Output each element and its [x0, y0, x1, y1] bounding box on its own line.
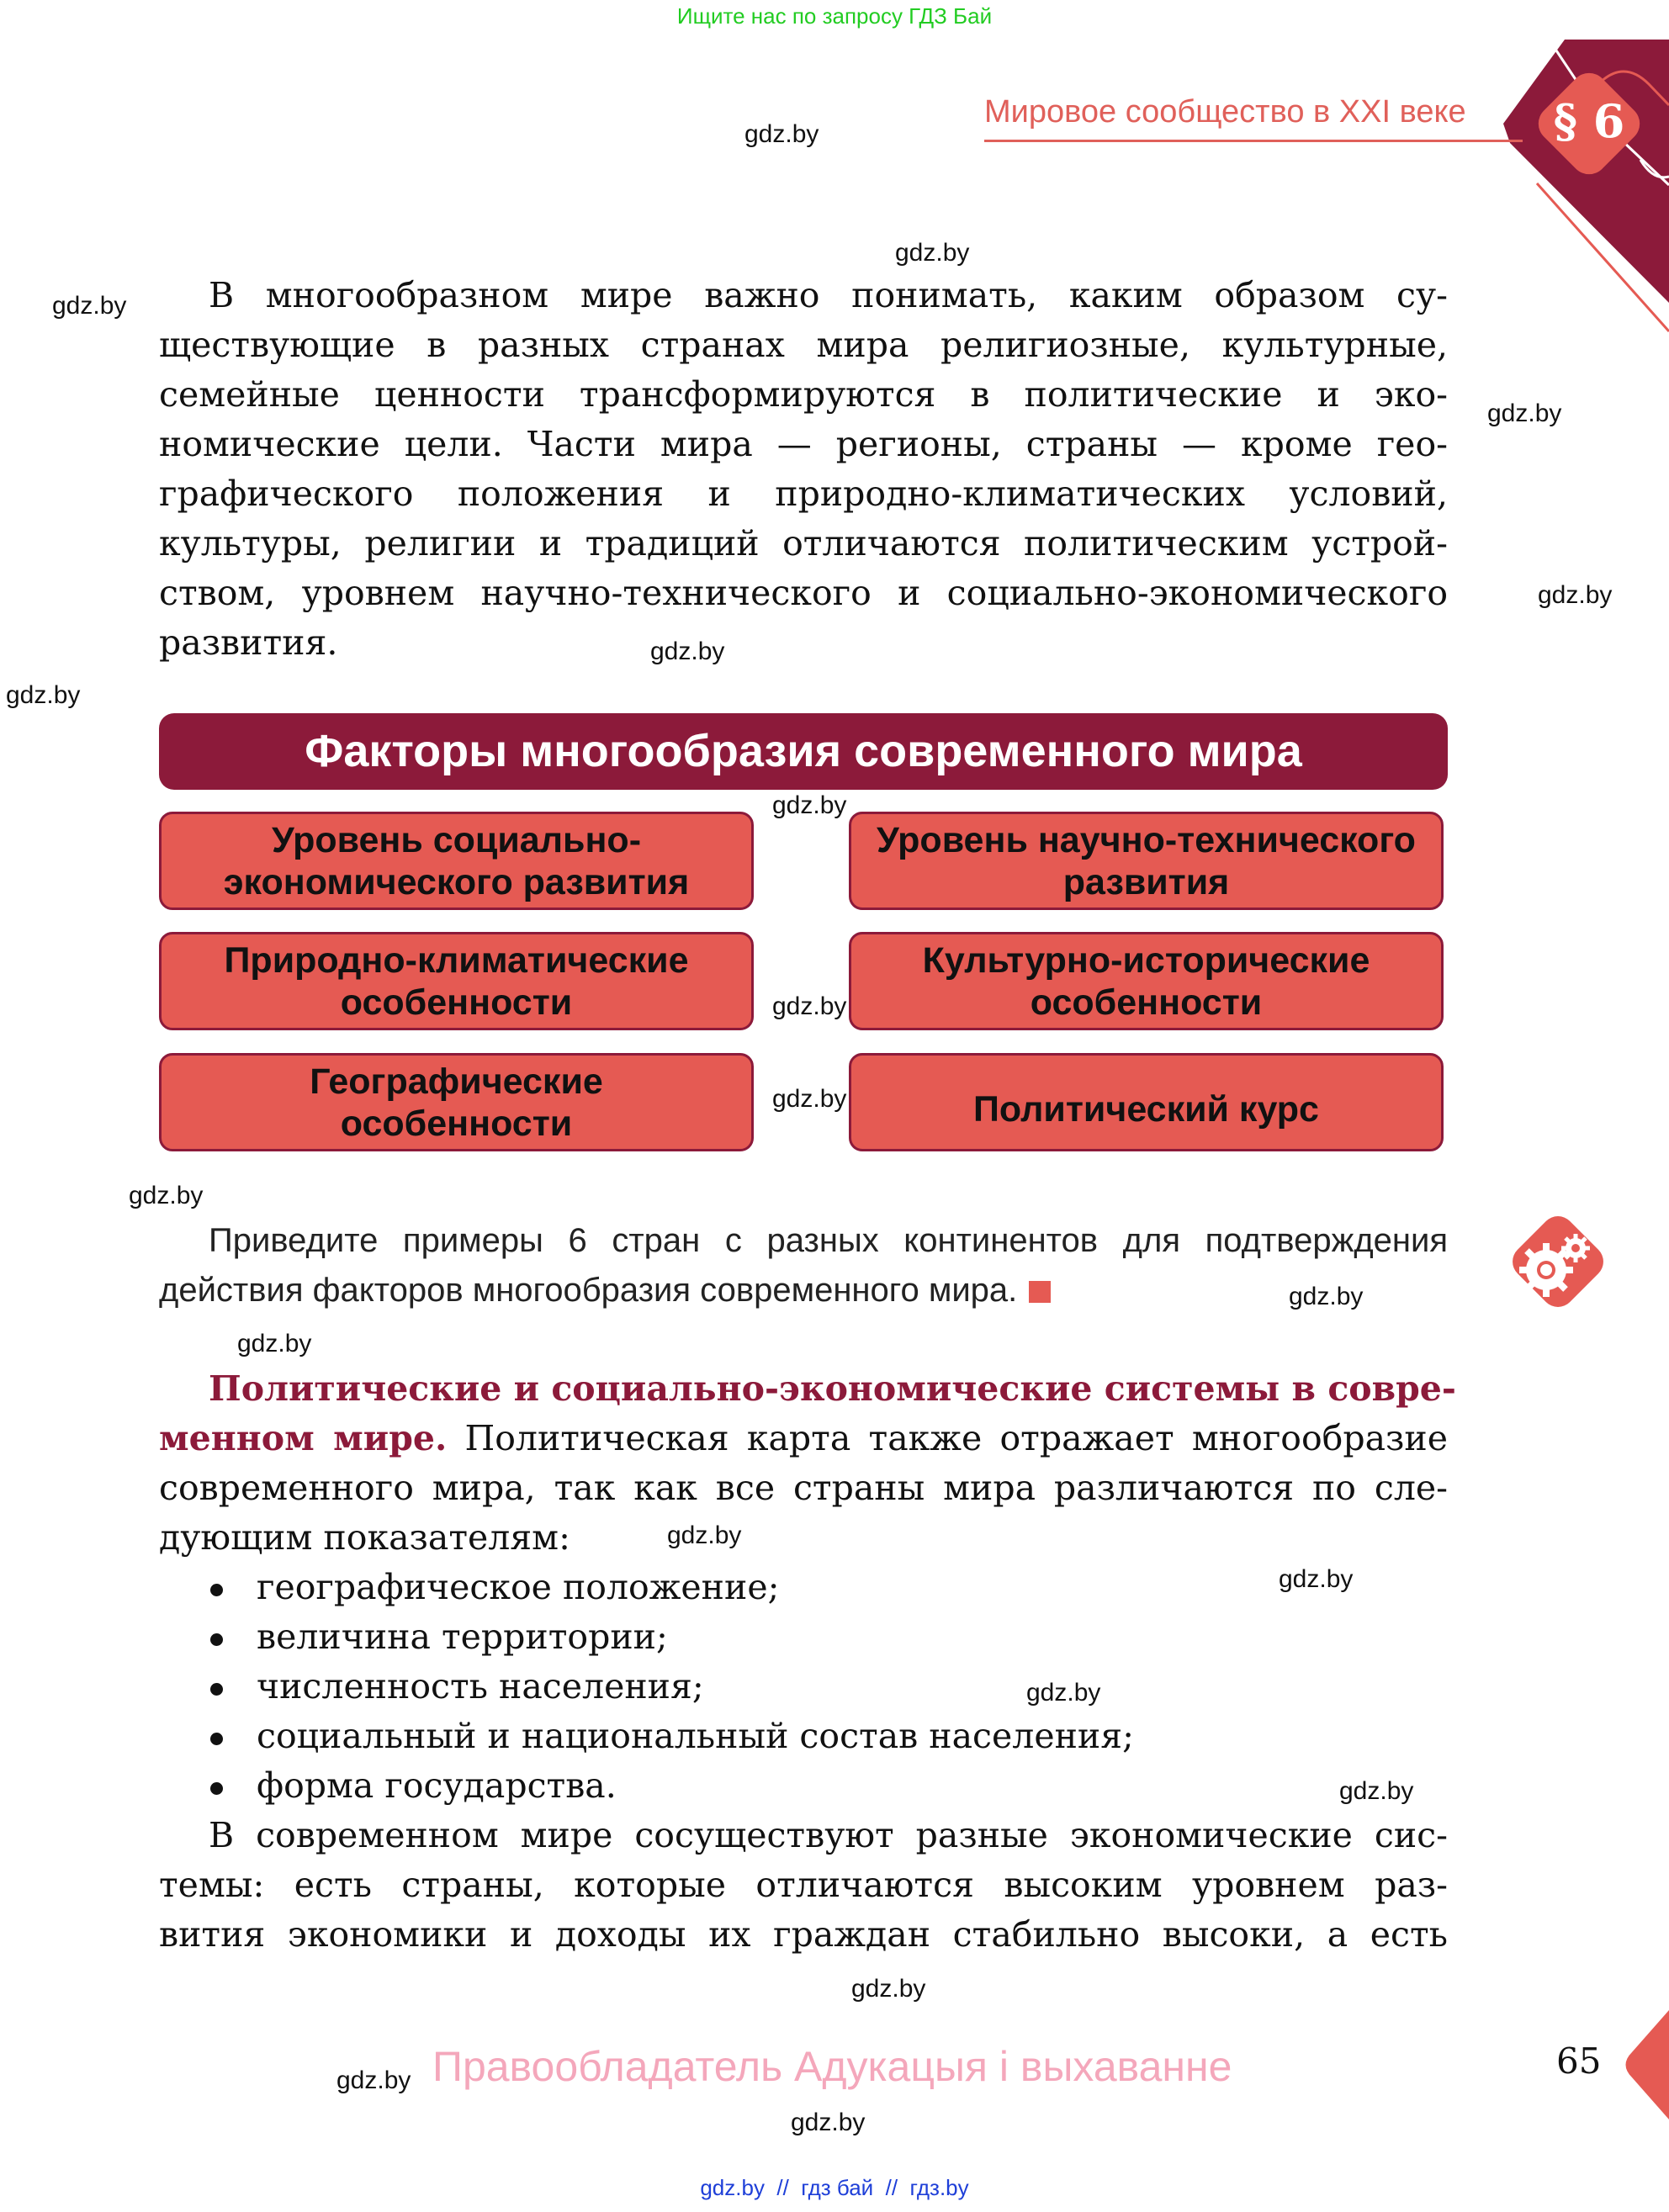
bullet-icon [210, 1733, 223, 1745]
search-hint-link[interactable]: Ищите нас по запросу ГДЗ Бай [676, 3, 993, 29]
text-line: графического положения и природно-климатических условий, [159, 474, 1448, 514]
watermark: gdz.by [1538, 581, 1613, 609]
bullet-icon [210, 1584, 223, 1596]
section-heading: Политические и социально-экономические системы в совре- [209, 1368, 1456, 1409]
list-item [210, 1761, 617, 1811]
chapter-title: Мировое сообщество в XXI веке [984, 94, 1466, 130]
list-item [210, 1563, 779, 1612]
task-text [159, 1216, 1448, 1315]
factor-box: Политический курс [849, 1053, 1444, 1151]
factors-title: Факторы многообразия современного мира [159, 713, 1448, 790]
watermark: gdz.by [237, 1330, 312, 1357]
text-line [159, 1266, 1051, 1315]
text-line [159, 1414, 1448, 1463]
watermark: gdz.by [52, 292, 127, 320]
watermark: gdz.by [129, 1182, 204, 1209]
factor-box: Географические особенности [159, 1053, 754, 1151]
section-badge-decoration [1430, 0, 1669, 353]
section-number: § 6 [1553, 94, 1625, 148]
text-line: развития. [159, 622, 338, 663]
watermark: gdz.by [1339, 1777, 1414, 1805]
list-item-text: форма государства. [257, 1765, 617, 1806]
watermark: gdz.by [772, 791, 847, 819]
list-item-text: численность населения; [257, 1666, 704, 1707]
section-heading: менном мире. [159, 1418, 448, 1458]
watermark: gdz.by [895, 239, 970, 267]
bullet-icon [210, 1683, 223, 1696]
text-line: семейные ценности трансформируются в политические и эко- [159, 374, 1448, 415]
text-line: ществующие в разных странах мира религиозные, культурные, [159, 325, 1448, 365]
watermark: gdz.by [791, 2109, 866, 2136]
text-line: В многообразном мире важно понимать, каким образом су- [209, 275, 1448, 315]
factor-box: Уровень научно-технического развития [849, 812, 1444, 910]
watermark: gdz.by [1289, 1283, 1364, 1310]
watermark: gdz.by [851, 1975, 926, 2003]
text-line-content: Политическая карта также отражает многообразие [447, 1418, 1448, 1458]
text-line: Приведите примеры 6 стран с разных континентов для подтверждения [209, 1222, 1448, 1259]
list-item [210, 1612, 668, 1662]
economic-systems-paragraph [159, 1811, 1448, 1960]
watermark: gdz.by [336, 2066, 411, 2094]
factor-box: Культурно-исторические особенности [849, 932, 1444, 1030]
bullet-icon [210, 1782, 223, 1795]
text-line: номические цели. Части мира — регионы, страны — кроме гео- [159, 424, 1448, 464]
watermark: gdz.by [6, 681, 81, 709]
copyright-notice: Правообладатель Адукацыя і выхаванне [432, 2043, 1232, 2090]
systems-paragraph [159, 1364, 1456, 1563]
watermark: gdz.by [667, 1521, 742, 1549]
watermark: gdz.by [772, 1085, 847, 1113]
watermark: gdz.by [1026, 1679, 1101, 1707]
indicator-list [210, 1563, 1134, 1811]
text-line: вития экономики и доходы их граждан стабильно высоки, а есть [159, 1914, 1448, 1955]
page-number: 65 [1556, 2040, 1602, 2082]
watermark: gdz.by [772, 992, 847, 1020]
watermark: gdz.by [1279, 1565, 1354, 1593]
gears-icon [1496, 1199, 1620, 1324]
list-item [210, 1712, 1134, 1761]
intro-paragraph [159, 271, 1448, 668]
header-underline [984, 140, 1523, 142]
text-line: темы: есть страны, которые отличаются высоким уровнем раз- [159, 1865, 1448, 1905]
list-item-text: величина территории; [257, 1617, 668, 1657]
watermark: gdz.by [650, 638, 725, 665]
text-line: В современном мире сосуществуют разные экономические сис- [209, 1815, 1448, 1855]
text-line: ством, уровнем научно-технического и социально-экономического [159, 573, 1448, 613]
list-item-text: социальный и национальный состав населения; [257, 1716, 1134, 1756]
text-line: культуры, религии и традиций отличаются политическим устрой- [159, 523, 1448, 564]
text-line-content: действия факторов многообразия современного мира. [159, 1272, 1018, 1309]
page-corner-decoration [1615, 2010, 1669, 2119]
watermark: gdz.by [1487, 400, 1562, 427]
text-line: дующим показателям: [159, 1517, 570, 1558]
list-item-text: географическое положение; [257, 1567, 780, 1607]
site-links[interactable]: gdz.by // гдз бай // гдз.by [700, 2175, 969, 2200]
text-line: современного мира, так как все страны мира различаются по сле- [159, 1468, 1448, 1508]
factor-box: Уровень социально-экономического развития [159, 812, 754, 910]
list-item [210, 1662, 704, 1712]
bullet-icon [210, 1633, 223, 1646]
watermark: gdz.by [744, 120, 819, 148]
factor-box: Природно-климатические особенности [159, 932, 754, 1030]
end-marker-icon [1029, 1281, 1051, 1303]
